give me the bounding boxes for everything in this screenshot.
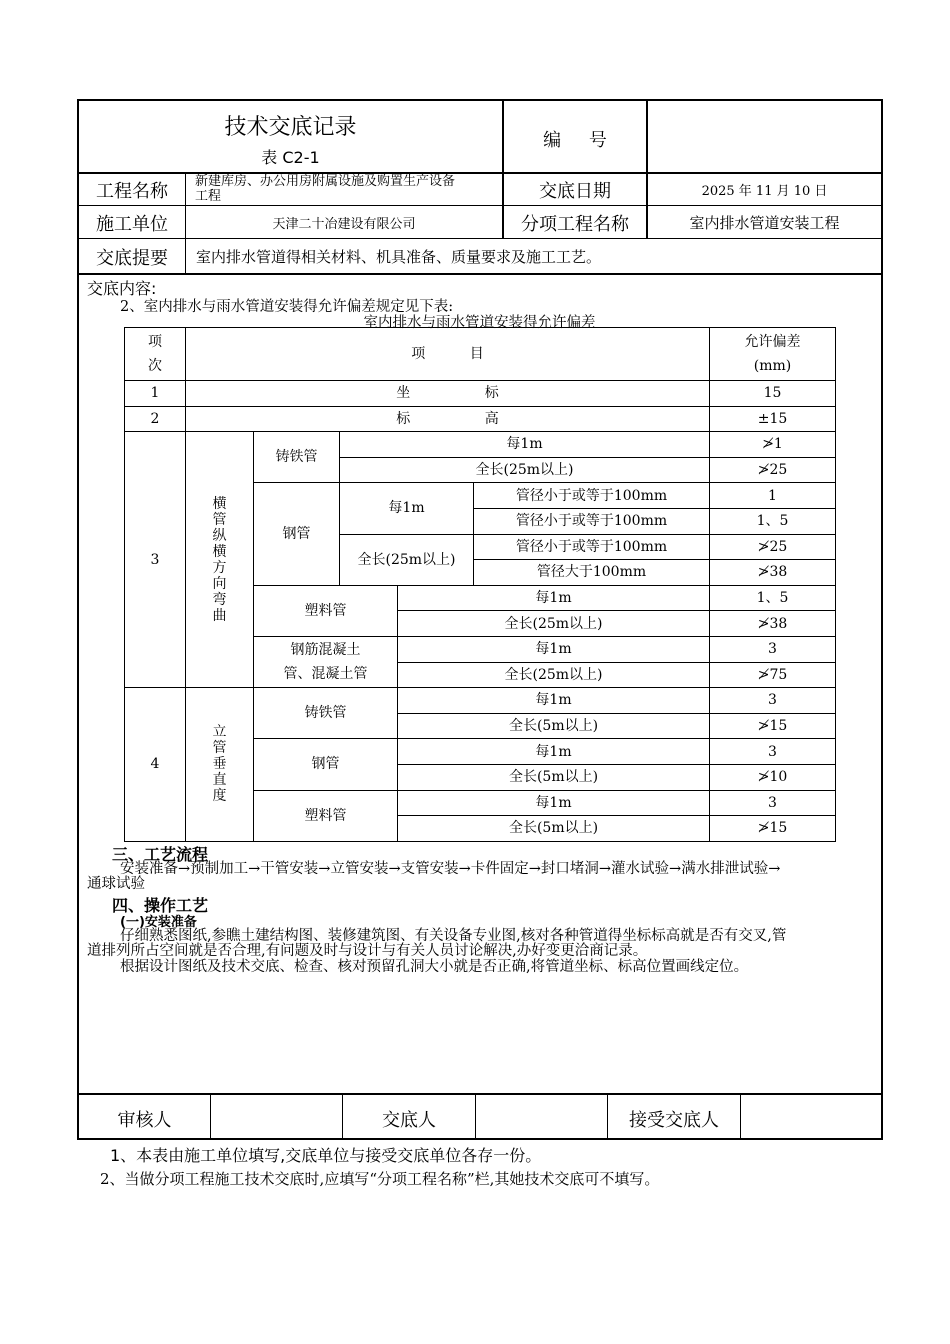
header-item-no: 项 次: [125, 328, 186, 381]
discloser-field[interactable]: [476, 1094, 607, 1139]
cell-no: 1: [125, 381, 186, 407]
cell-condition: 每1m: [398, 688, 710, 714]
row-divider: [77, 273, 883, 275]
cell-no: 2: [125, 406, 186, 432]
cell-condition: 全长(25m以上): [340, 457, 710, 483]
table-header-row: [125, 328, 836, 381]
summary-label: 交底提要: [96, 248, 168, 269]
content-intro: 2、室内排水与雨水管道安装得允许偏差规定见下表:: [120, 299, 454, 315]
cell-condition: 每1m: [340, 432, 710, 458]
cell-diameter: 管径小于或等于100mm: [474, 534, 710, 560]
table-row: [125, 688, 836, 714]
cell-material: 铸铁管: [254, 432, 340, 483]
cell-deviation: ≯10: [710, 764, 836, 790]
cell-deviation: ≯38: [710, 611, 836, 637]
form-title: 技术交底记录: [224, 115, 357, 140]
cell-deviation: ≯1: [710, 432, 836, 458]
cell-deviation: 1: [710, 483, 836, 509]
cell-deviation: ≯25: [710, 534, 836, 560]
date-value[interactable]: 2025 年 11 月 10 日: [701, 184, 828, 199]
cell-condition: 全长(25m以上): [398, 662, 710, 688]
receiver-field[interactable]: [741, 1094, 881, 1139]
cell-material: 塑料管: [254, 585, 398, 636]
cell-condition: 每1m: [398, 585, 710, 611]
cell-diameter: 管径小于或等于100mm: [474, 483, 710, 509]
header-item: 项 目: [186, 328, 710, 381]
subproject-value[interactable]: 室内排水管道安装工程: [689, 214, 840, 232]
cell-deviation: 15: [710, 381, 836, 407]
date-label: 交底日期: [539, 181, 611, 202]
operation-subheading: (一)安装准备: [120, 915, 197, 930]
cell-material: 塑料管: [254, 790, 398, 841]
table-row: [125, 381, 836, 407]
contractor-label: 施工单位: [96, 214, 168, 235]
process-heading: 三、工艺流程: [112, 845, 209, 864]
cell-diameter: 管径小于或等于100mm: [474, 508, 710, 534]
header-deviation: 允许偏差 (mm): [710, 328, 836, 381]
operation-paragraph-1-line-2: 道排列所占空间就是否合理,有问题及时与设计与有关人员讨论解决,办好变更洽商记录。: [87, 943, 648, 959]
cell-group-vertical: 立 管 垂 直 度: [186, 688, 254, 842]
cell-no: 4: [125, 688, 186, 842]
operation-paragraph-2: 根据设计图纸及技术交底、检查、核对预留孔洞大小就是否正确,将管道坐标、标高位置画线定位。: [120, 959, 749, 975]
cell-deviation: 3: [710, 790, 836, 816]
cell-material: 钢管: [254, 483, 340, 585]
process-line-1: 安装准备→预制加工→干管安装→立管安装→支管安装→卡件固定→封口堵洞→灌水试验→满水排泄试验→: [120, 861, 781, 877]
discloser-label: 交底人: [382, 1110, 436, 1131]
reviewer-field[interactable]: [211, 1094, 342, 1139]
cell-deviation: 3: [710, 636, 836, 662]
receiver-label: 接受交底人: [629, 1110, 719, 1131]
project-name-value[interactable]: 新建库房、办公用房附属设施及购置生产设备 工程: [195, 174, 456, 204]
cell-deviation: ≯75: [710, 662, 836, 688]
cell-material: 铸铁管: [254, 688, 398, 739]
deviation-table: [124, 327, 836, 842]
cell-condition: 全长(5m以上): [398, 764, 710, 790]
cell-condition: 每1m: [398, 790, 710, 816]
form-number: 表 C2-1: [261, 148, 320, 167]
cell-item: 标 高: [186, 406, 710, 432]
process-line-2: 通球试验: [87, 876, 145, 892]
cell-item: 坐 标: [186, 381, 710, 407]
cell-material: 钢筋混凝土 管、混凝土管: [254, 636, 398, 687]
cell-condition: 每1m: [398, 636, 710, 662]
operation-paragraph-1-line-1: 仔细熟悉图纸,参瞧土建结构图、装修建筑图、有关设备专业图,核对各种管道得坐标标高就是否有交叉,管: [120, 928, 787, 944]
cell-condition: 全长(25m以上): [398, 611, 710, 637]
cell-deviation: ±15: [710, 406, 836, 432]
cell-deviation: 3: [710, 688, 836, 714]
subproject-label: 分项工程名称: [521, 214, 629, 235]
cell-group-horizontal: 横 管 纵 横 方 向 弯 曲: [186, 432, 254, 688]
number-label: 编 号: [543, 130, 607, 151]
cell-deviation: ≯15: [710, 816, 836, 842]
table-caption: 室内排水与雨水管道安装得允许偏差: [363, 315, 596, 331]
row-divider: [77, 205, 883, 206]
summary-value[interactable]: 室内排水管道得相关材料、机具准备、质量要求及施工工艺。: [196, 248, 602, 266]
project-name-label: 工程名称: [96, 181, 168, 202]
cell-no: 3: [125, 432, 186, 688]
cell-condition: 每1m: [398, 739, 710, 765]
cell-deviation: ≯25: [710, 457, 836, 483]
cell-deviation: 1、5: [710, 508, 836, 534]
note-2: 2、当做分项工程施工技术交底时,应填写“分项工程名称”栏,其她技术交底可不填写。: [100, 1170, 660, 1188]
cell-condition: 每1m: [340, 483, 474, 534]
cell-deviation: 1、5: [710, 585, 836, 611]
cell-deviation: ≯15: [710, 713, 836, 739]
cell-condition: 全长(5m以上): [398, 816, 710, 842]
contractor-value[interactable]: 天津二十冶建设有限公司: [272, 217, 416, 232]
cell-deviation: ≯38: [710, 560, 836, 586]
operation-heading: 四、操作工艺: [112, 896, 209, 915]
cell-diameter: 管径大于100mm: [474, 560, 710, 586]
cell-condition: 全长(5m以上): [398, 713, 710, 739]
note-1: 1、本表由施工单位填写,交底单位与接受交底单位各存一份。: [110, 1146, 542, 1165]
cell-material: 钢管: [254, 739, 398, 790]
reviewer-label: 审核人: [117, 1110, 172, 1131]
table-row: [125, 406, 836, 432]
cell-deviation: 3: [710, 739, 836, 765]
cell-condition: 全长(25m以上): [340, 534, 474, 585]
row-divider: [77, 238, 883, 239]
content-label: 交底内容:: [87, 279, 157, 298]
table-row: [125, 432, 836, 458]
